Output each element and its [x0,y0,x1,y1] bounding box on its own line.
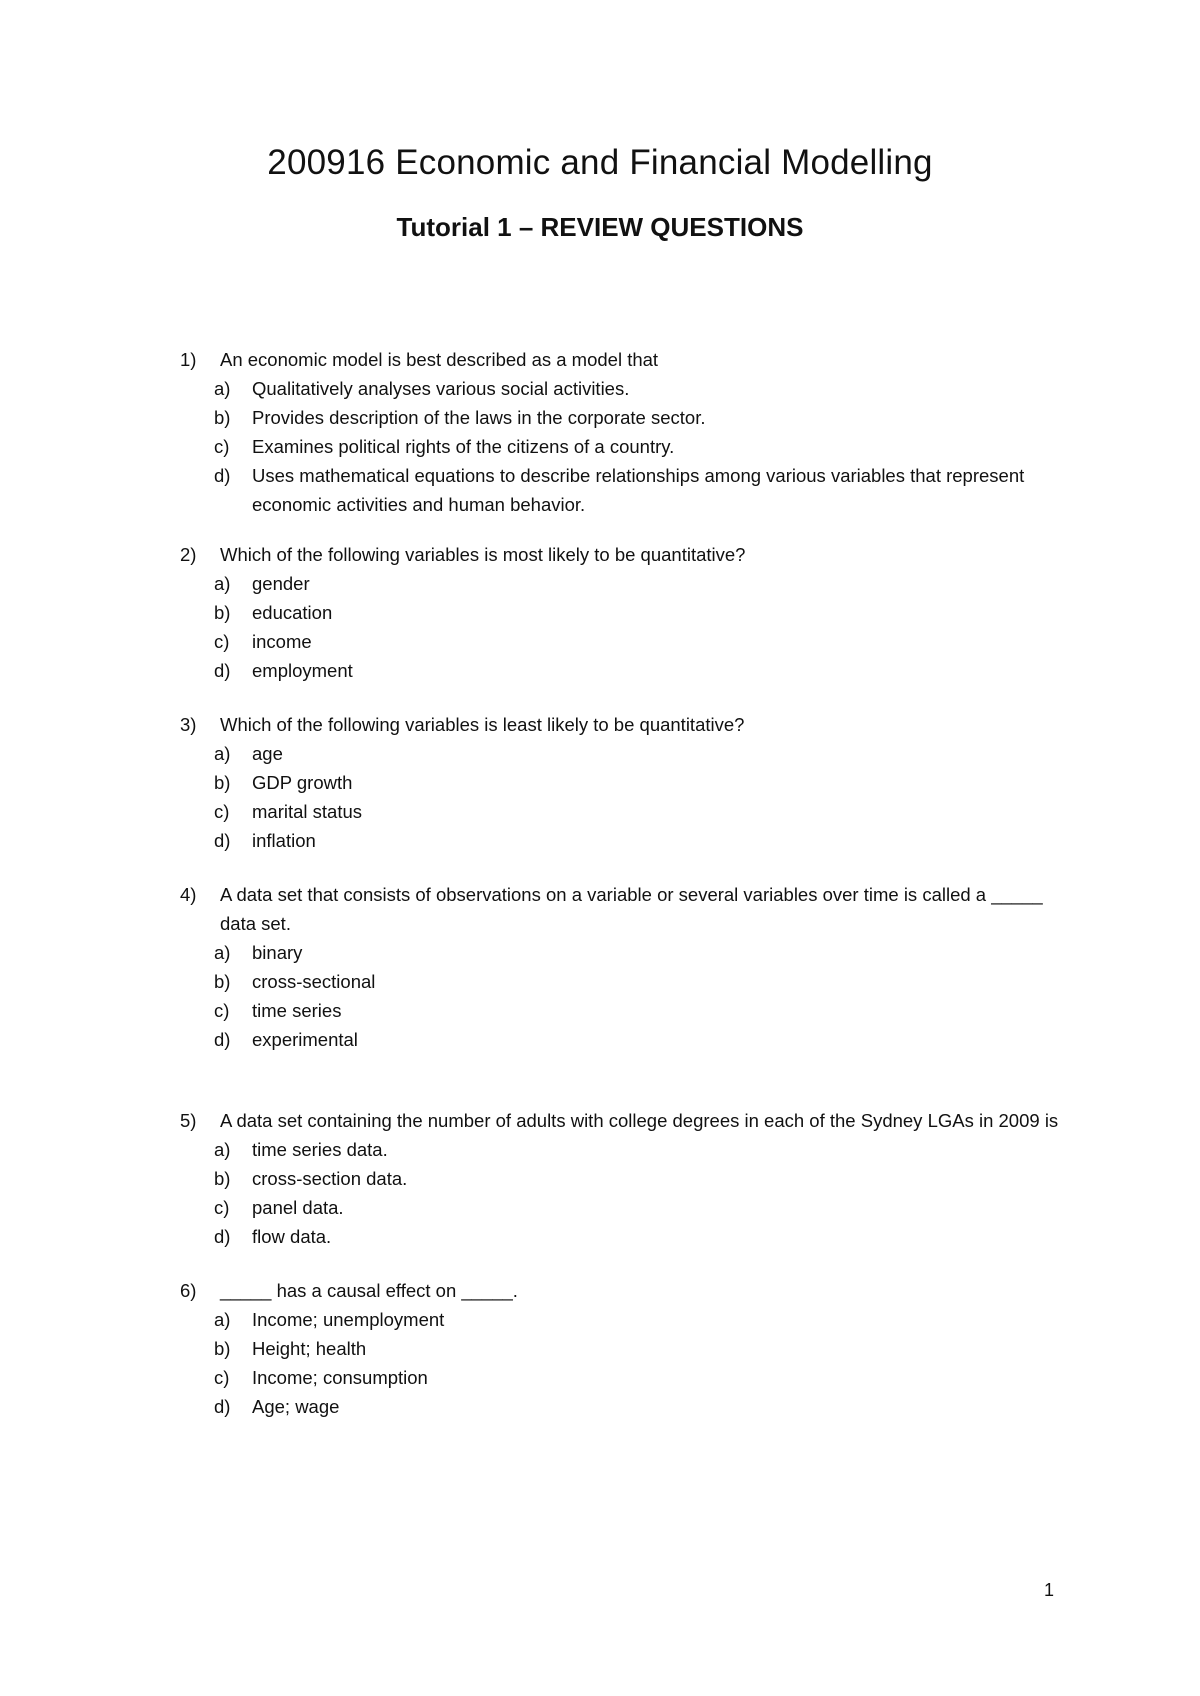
answer-option [180,1363,1080,1392]
option-text: panel data. [252,1197,344,1218]
option-letter: b) [214,407,231,428]
document-subtitle: Tutorial 1 – REVIEW QUESTIONS [396,212,804,242]
option-letter: b) [214,1338,231,1359]
option-text: Provides description of the laws in the corporate sector. [252,407,706,428]
option-letter: a) [214,743,231,764]
option-letter: c) [214,1197,230,1218]
question-text: A data set containing the number of adults with college degrees in each of the Sydney LGAs in 2009 is [220,1110,1059,1131]
document-title: 200916 Economic and Financial Modelling [267,143,933,182]
option-letter: a) [214,573,231,594]
option-letter: d) [214,465,231,486]
answer-option [180,1222,1080,1251]
answer-option [180,1135,1080,1164]
option-text: time series [252,1000,342,1021]
question-list [180,320,1080,1421]
question-item [180,1276,1080,1421]
question-item [180,540,1080,685]
question-text: Which of the following variables is most likely to be quantitative? [220,544,746,565]
question-number: 1) [180,349,197,370]
answer-option [180,403,1080,432]
question-number: 5) [180,1110,197,1131]
option-text: marital status [252,801,363,822]
option-text: income [252,631,312,652]
option-letter: c) [214,436,230,457]
option-text: employment [252,660,353,681]
answer-option [180,996,1080,1025]
answer-option [180,1193,1080,1222]
answer-options [214,739,1080,855]
option-letter: d) [214,1226,231,1247]
option-letter: a) [214,1309,231,1330]
question-number: 4) [180,884,197,905]
page-number: 1 [1044,1580,1055,1600]
question-text: Which of the following variables is least likely to be quantitative? [220,714,745,735]
option-text: inflation [252,830,316,851]
option-letter: c) [214,631,230,652]
option-text: GDP growth [252,772,353,793]
answer-option [180,1164,1080,1193]
option-letter: d) [214,1029,231,1050]
answer-option [180,656,1080,685]
option-text: age [252,743,283,764]
answer-option [180,826,1080,855]
option-text: cross-section data. [252,1168,408,1189]
option-letter: b) [214,772,231,793]
question-item [180,880,1080,1054]
option-text: Examines political rights of the citizens of a country. [252,436,675,457]
option-letter: b) [214,1168,231,1189]
option-letter: a) [214,1139,231,1160]
question-number: 6) [180,1280,197,1301]
option-letter: a) [214,942,231,963]
option-letter: c) [214,1000,230,1021]
option-letter: b) [214,971,231,992]
option-text: Income; consumption [252,1367,428,1388]
option-text: gender [252,573,310,594]
answer-option [180,938,1080,967]
answer-options [214,374,1080,519]
question-item [180,1106,1080,1251]
answer-option [180,1392,1080,1421]
option-text: Income; unemployment [252,1309,445,1330]
option-text: time series data. [252,1139,388,1160]
answer-options [214,569,1080,685]
option-letter: a) [214,378,231,399]
answer-option [180,797,1080,826]
question-number: 2) [180,544,197,565]
option-letter: d) [214,1396,231,1417]
answer-option [180,739,1080,768]
answer-option [180,1025,1080,1054]
option-letter: c) [214,801,230,822]
question-text: An economic model is best described as a model that [220,349,659,370]
answer-options [214,1305,1080,1421]
option-letter: d) [214,660,231,681]
answer-option [180,627,1080,656]
option-text: cross-sectional [252,971,376,992]
question-item [180,345,1080,519]
answer-option [180,461,1080,519]
option-text: experimental [252,1029,358,1050]
answer-option [180,1305,1080,1334]
option-text: Age; wage [252,1396,340,1417]
option-text: Qualitatively analyses various social activities. [252,378,630,399]
answer-option [180,432,1080,461]
answer-option [180,374,1080,403]
option-letter: b) [214,602,231,623]
option-letter: d) [214,830,231,851]
option-text: flow data. [252,1226,332,1247]
answer-options [214,938,1080,1054]
question-number: 3) [180,714,197,735]
answer-option [180,569,1080,598]
answer-option [180,598,1080,627]
question-item [180,710,1080,855]
answer-option [180,768,1080,797]
answer-option [180,967,1080,996]
question-text: _____ has a causal effect on _____. [220,1280,518,1301]
option-text: education [252,602,333,623]
option-letter: c) [214,1367,230,1388]
option-text: Uses mathematical equations to describe relationships among various variables that represent economic activities and human behavior. [252,465,1025,515]
option-text: binary [252,942,303,963]
question-text: A data set that consists of observations on a variable or several variables over time is called a _____ data set. [220,884,1043,934]
answer-option [180,1334,1080,1363]
answer-options [214,1135,1080,1251]
option-text: Height; health [252,1338,367,1359]
